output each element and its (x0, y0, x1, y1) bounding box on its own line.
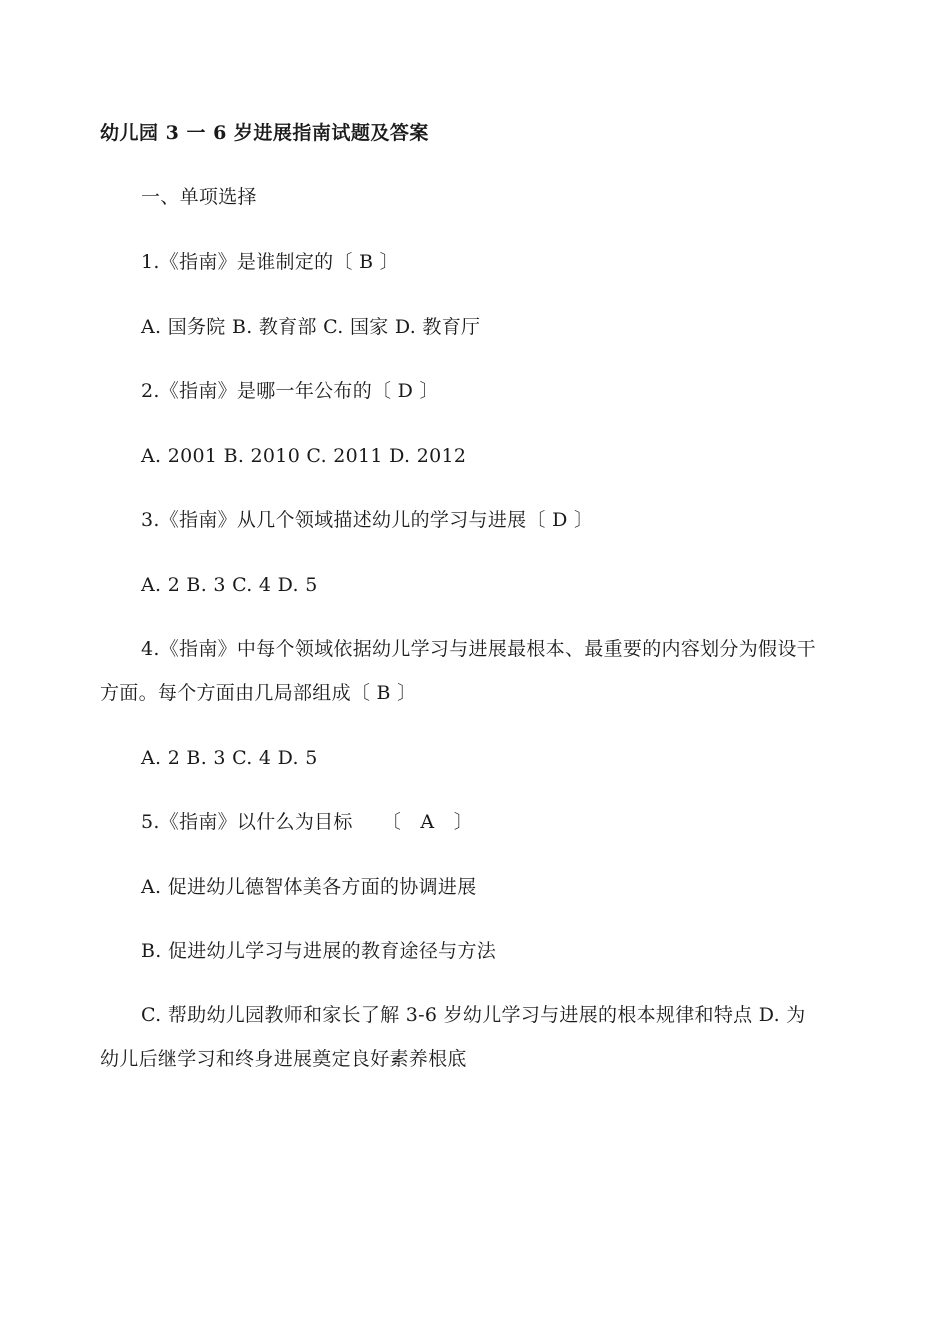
question-5-option-b: B. 促进幼儿学习与进展的教育途径与方法 (141, 940, 497, 962)
question-3-stem: 3.《指南》从几个领域描述幼儿的学习与进展〔 D 〕 (141, 509, 594, 531)
question-2-stem: 2.《指南》是哪一年公布的〔 D 〕 (141, 380, 439, 402)
question-5-stem: 5.《指南》以什么为目标 〔 A 〕 (141, 811, 474, 833)
section-heading: 一、单项选择 (141, 186, 257, 208)
question-4-options: A. 2 B. 3 C. 4 D. 5 (141, 747, 318, 769)
question-1-stem: 1.《指南》是谁制定的〔 B 〕 (141, 251, 399, 273)
question-5-option-c-line2: 幼儿后继学习和终身进展奠定良好素养根底 (100, 1048, 467, 1070)
question-5-option-c-line1: C. 帮助幼儿园教师和家长了解 3-6 岁幼儿学习与进展的根本规律和特点 D. 为 (141, 1004, 806, 1026)
document-title: 幼儿园 3 一 6 岁进展指南试题及答案 (100, 122, 429, 144)
question-2-options: A. 2001 B. 2010 C. 2011 D. 2012 (141, 445, 467, 467)
question-4-stem-line1: 4.《指南》中每个领域依据幼儿学习与进展最根本、最重要的内容划分为假设干 (141, 638, 816, 660)
question-4-stem-line2: 方面。每个方面由几局部组成〔 B 〕 (100, 682, 417, 704)
question-1-options: A. 国务院 B. 教育部 C. 国家 D. 教育厅 (141, 316, 481, 338)
question-5-option-a: A. 促进幼儿德智体美各方面的协调进展 (141, 876, 477, 898)
question-3-options: A. 2 B. 3 C. 4 D. 5 (141, 574, 318, 596)
